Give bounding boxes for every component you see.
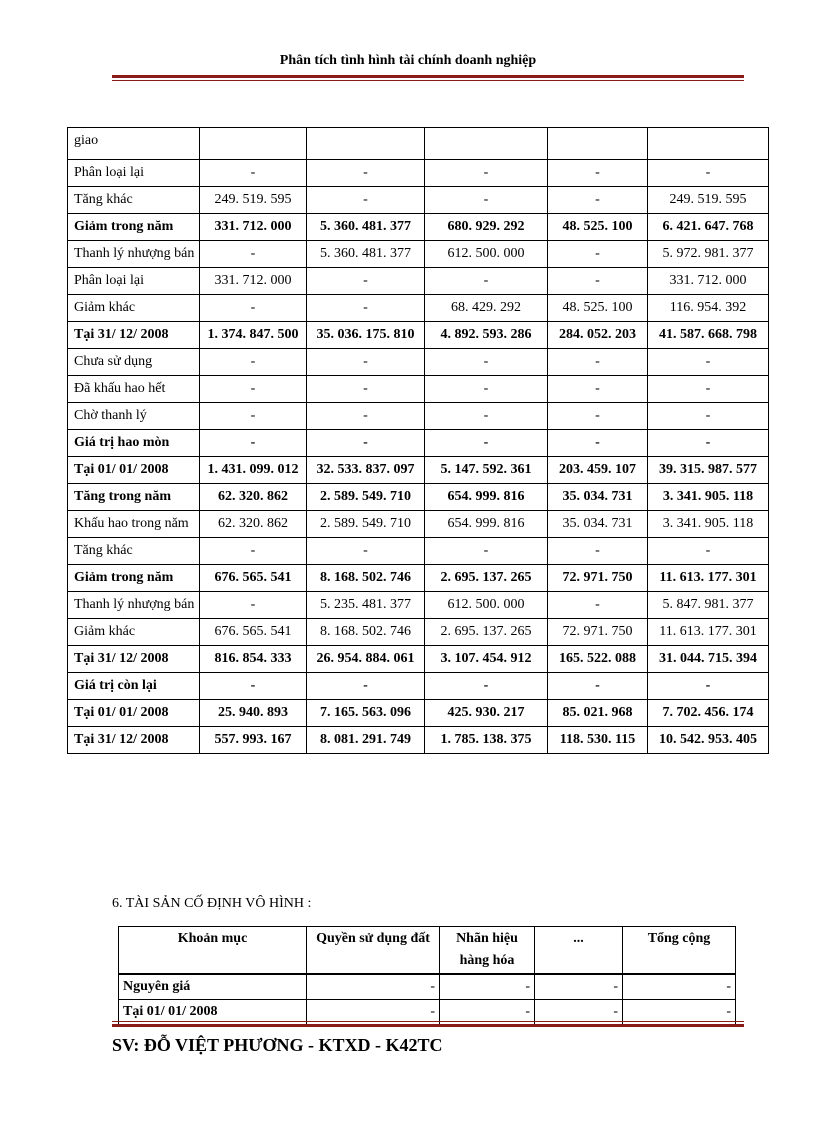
table-cell: - bbox=[535, 1000, 623, 1025]
table-cell: - bbox=[440, 974, 535, 1000]
row-label: Chưa sử dụng bbox=[68, 349, 200, 376]
table-cell: - bbox=[548, 403, 648, 430]
table-cell: 331. 712. 000 bbox=[648, 268, 769, 295]
table-cell: - bbox=[548, 538, 648, 565]
row-label: Tại 31/ 12/ 2008 bbox=[68, 727, 200, 754]
row-label: Nguyên giá bbox=[119, 974, 307, 1000]
table-cell: - bbox=[548, 430, 648, 457]
fixed-assets-table-body bbox=[68, 128, 769, 754]
row-label: Tại 01/ 01/ 2008 bbox=[68, 700, 200, 727]
table-cell: 1. 431. 099. 012 bbox=[200, 457, 307, 484]
table-cell: 676. 565. 541 bbox=[200, 565, 307, 592]
table-cell: 2. 695. 137. 265 bbox=[425, 619, 548, 646]
table-cell: - bbox=[548, 349, 648, 376]
table-cell: - bbox=[648, 673, 769, 700]
table-cell: 7. 702. 456. 174 bbox=[648, 700, 769, 727]
table-cell: - bbox=[200, 349, 307, 376]
row-label: Tăng khác bbox=[68, 187, 200, 214]
table-cell: 1. 374. 847. 500 bbox=[200, 322, 307, 349]
table-cell: - bbox=[200, 403, 307, 430]
table-cell: - bbox=[648, 538, 769, 565]
intangible-assets-table bbox=[118, 926, 736, 1025]
table-cell: 62. 320. 862 bbox=[200, 511, 307, 538]
table-row bbox=[68, 128, 769, 160]
row-label: Tăng khác bbox=[68, 538, 200, 565]
table-cell: - bbox=[307, 376, 425, 403]
row-label: Khấu hao trong năm bbox=[68, 511, 200, 538]
table-row bbox=[68, 187, 769, 214]
table-row bbox=[68, 673, 769, 700]
table-cell: - bbox=[648, 403, 769, 430]
table-cell: 1. 785. 138. 375 bbox=[425, 727, 548, 754]
table-row bbox=[68, 484, 769, 511]
table-cell: 331. 712. 000 bbox=[200, 214, 307, 241]
table-cell: - bbox=[623, 1000, 736, 1025]
row-label: giao bbox=[68, 128, 200, 160]
table-cell: - bbox=[425, 187, 548, 214]
table-row bbox=[68, 295, 769, 322]
table-cell bbox=[648, 128, 769, 160]
table-cell: 6. 421. 647. 768 bbox=[648, 214, 769, 241]
table-cell: - bbox=[648, 376, 769, 403]
table-cell: 5. 972. 981. 377 bbox=[648, 241, 769, 268]
table-cell: 676. 565. 541 bbox=[200, 619, 307, 646]
row-label: Phân loại lại bbox=[68, 268, 200, 295]
table-cell: - bbox=[535, 974, 623, 1000]
table-cell: 11. 613. 177. 301 bbox=[648, 619, 769, 646]
row-label: Giảm khác bbox=[68, 619, 200, 646]
table-row bbox=[68, 700, 769, 727]
row-label: Chờ thanh lý bbox=[68, 403, 200, 430]
table-cell: 3. 341. 905. 118 bbox=[648, 511, 769, 538]
table-cell: - bbox=[425, 538, 548, 565]
table-cell: - bbox=[440, 1000, 535, 1025]
table-cell: 35. 034. 731 bbox=[548, 484, 648, 511]
table-row bbox=[68, 376, 769, 403]
table-cell: 612. 500. 000 bbox=[425, 241, 548, 268]
table-cell: - bbox=[200, 592, 307, 619]
table-row bbox=[68, 511, 769, 538]
table-cell: 654. 999. 816 bbox=[425, 511, 548, 538]
table-cell: 331. 712. 000 bbox=[200, 268, 307, 295]
table-cell: - bbox=[307, 349, 425, 376]
table-cell: 10. 542. 953. 405 bbox=[648, 727, 769, 754]
table-cell: - bbox=[648, 349, 769, 376]
row-label: Giảm khác bbox=[68, 295, 200, 322]
table-row bbox=[68, 160, 769, 187]
table-cell: - bbox=[307, 403, 425, 430]
header-rule-thin bbox=[112, 80, 744, 81]
table-cell: 5. 360. 481. 377 bbox=[307, 214, 425, 241]
table-cell: - bbox=[548, 241, 648, 268]
table-cell: 25. 940. 893 bbox=[200, 700, 307, 727]
table-cell: - bbox=[200, 295, 307, 322]
table-cell: 41. 587. 668. 798 bbox=[648, 322, 769, 349]
table-cell: 48. 525. 100 bbox=[548, 214, 648, 241]
table-cell: - bbox=[548, 268, 648, 295]
table-cell: 68. 429. 292 bbox=[425, 295, 548, 322]
table-cell: - bbox=[425, 160, 548, 187]
table-cell: - bbox=[307, 187, 425, 214]
table-cell: - bbox=[425, 376, 548, 403]
table-cell: 203. 459. 107 bbox=[548, 457, 648, 484]
table-cell: 62. 320. 862 bbox=[200, 484, 307, 511]
table-cell: - bbox=[548, 376, 648, 403]
col-header-item: Khoản mục bbox=[119, 927, 307, 975]
table-cell: 35. 034. 731 bbox=[548, 511, 648, 538]
col-header-land-use-right: Quyền sử dụng đất bbox=[307, 927, 440, 975]
table-cell: - bbox=[200, 241, 307, 268]
table-cell: - bbox=[648, 430, 769, 457]
table-row bbox=[68, 457, 769, 484]
row-label: Tại 31/ 12/ 2008 bbox=[68, 646, 200, 673]
fixed-assets-table bbox=[67, 127, 769, 754]
table-cell: 612. 500. 000 bbox=[425, 592, 548, 619]
table-cell: 11. 613. 177. 301 bbox=[648, 565, 769, 592]
table-cell: 680. 929. 292 bbox=[425, 214, 548, 241]
table-cell bbox=[425, 128, 548, 160]
table-row bbox=[68, 322, 769, 349]
table-cell: 654. 999. 816 bbox=[425, 484, 548, 511]
table-cell: 249. 519. 595 bbox=[648, 187, 769, 214]
row-label: Thanh lý nhượng bán bbox=[68, 592, 200, 619]
table-row bbox=[68, 430, 769, 457]
table-cell: - bbox=[200, 160, 307, 187]
footer-rule-thin bbox=[112, 1021, 744, 1022]
table-cell: 72. 971. 750 bbox=[548, 619, 648, 646]
footer-rule-thick bbox=[112, 1024, 744, 1027]
table-cell: - bbox=[425, 430, 548, 457]
table-cell: 5. 847. 981. 377 bbox=[648, 592, 769, 619]
table-row bbox=[68, 403, 769, 430]
table-row bbox=[68, 241, 769, 268]
table-cell: 4. 892. 593. 286 bbox=[425, 322, 548, 349]
table-row bbox=[68, 592, 769, 619]
table-cell: 2. 695. 137. 265 bbox=[425, 565, 548, 592]
table-cell: 118. 530. 115 bbox=[548, 727, 648, 754]
table-cell bbox=[307, 128, 425, 160]
table-cell: - bbox=[307, 1000, 440, 1025]
row-label: Tại 31/ 12/ 2008 bbox=[68, 322, 200, 349]
table-cell: - bbox=[307, 268, 425, 295]
table-row bbox=[68, 565, 769, 592]
table-cell: - bbox=[307, 974, 440, 1000]
table-cell: - bbox=[548, 592, 648, 619]
table-cell: - bbox=[200, 673, 307, 700]
table-cell bbox=[200, 128, 307, 160]
table-cell: - bbox=[425, 268, 548, 295]
table-cell: - bbox=[623, 974, 736, 1000]
intangible-header-row bbox=[119, 927, 736, 975]
table-cell: 284. 052. 203 bbox=[548, 322, 648, 349]
table-cell: 72. 971. 750 bbox=[548, 565, 648, 592]
col-header-trademark: Nhãn hiệu hàng hóa bbox=[440, 927, 535, 975]
table-cell: 32. 533. 837. 097 bbox=[307, 457, 425, 484]
table-cell: 31. 044. 715. 394 bbox=[648, 646, 769, 673]
table-cell: 3. 107. 454. 912 bbox=[425, 646, 548, 673]
table-cell: 5. 147. 592. 361 bbox=[425, 457, 548, 484]
table-cell: - bbox=[200, 430, 307, 457]
table-cell: - bbox=[307, 160, 425, 187]
table-cell: 3. 341. 905. 118 bbox=[648, 484, 769, 511]
table-cell: 85. 021. 968 bbox=[548, 700, 648, 727]
row-label: Giảm trong năm bbox=[68, 565, 200, 592]
table-cell: 116. 954. 392 bbox=[648, 295, 769, 322]
table-cell: 8. 081. 291. 749 bbox=[307, 727, 425, 754]
table-row bbox=[68, 349, 769, 376]
header-rule-thick bbox=[112, 75, 744, 78]
table-row bbox=[68, 538, 769, 565]
table-cell: - bbox=[200, 376, 307, 403]
table-cell: 816. 854. 333 bbox=[200, 646, 307, 673]
table-cell: - bbox=[425, 403, 548, 430]
table-row bbox=[119, 974, 736, 1000]
table-cell: - bbox=[548, 187, 648, 214]
table-cell: - bbox=[307, 538, 425, 565]
table-cell: - bbox=[307, 430, 425, 457]
col-header-total: Tổng cộng bbox=[623, 927, 736, 975]
table-row bbox=[68, 214, 769, 241]
row-label: Tại 01/ 01/ 2008 bbox=[119, 1000, 307, 1025]
table-cell: 5. 360. 481. 377 bbox=[307, 241, 425, 268]
row-label: Thanh lý nhượng bán bbox=[68, 241, 200, 268]
row-label: Giảm trong năm bbox=[68, 214, 200, 241]
table-cell: - bbox=[648, 160, 769, 187]
table-cell: - bbox=[307, 295, 425, 322]
table-cell: 2. 589. 549. 710 bbox=[307, 511, 425, 538]
table-row bbox=[68, 646, 769, 673]
table-row bbox=[68, 619, 769, 646]
table-cell: - bbox=[200, 538, 307, 565]
table-cell: 39. 315. 987. 577 bbox=[648, 457, 769, 484]
student-footer: SV: ĐỖ VIỆT PHƯƠNG - KTXD - K42TC bbox=[112, 1035, 443, 1055]
table-cell: 7. 165. 563. 096 bbox=[307, 700, 425, 727]
table-cell: 165. 522. 088 bbox=[548, 646, 648, 673]
table-cell bbox=[548, 128, 648, 160]
table-cell: 249. 519. 595 bbox=[200, 187, 307, 214]
table-cell: 8. 168. 502. 746 bbox=[307, 619, 425, 646]
page-header-title: Phân tích tình hình tài chính doanh nghiệp bbox=[279, 53, 537, 68]
table-cell: 8. 168. 502. 746 bbox=[307, 565, 425, 592]
table-cell: 2. 589. 549. 710 bbox=[307, 484, 425, 511]
table-cell: - bbox=[548, 160, 648, 187]
col-header-other: ... bbox=[535, 927, 623, 975]
table-cell: 5. 235. 481. 377 bbox=[307, 592, 425, 619]
row-label: Đã khấu hao hết bbox=[68, 376, 200, 403]
table-cell: - bbox=[425, 673, 548, 700]
table-row bbox=[68, 268, 769, 295]
row-label: Phân loại lại bbox=[68, 160, 200, 187]
table-row bbox=[68, 727, 769, 754]
row-label: Giá trị còn lại bbox=[68, 673, 200, 700]
table-cell: - bbox=[425, 349, 548, 376]
row-label: Tăng trong năm bbox=[68, 484, 200, 511]
table-cell: - bbox=[548, 673, 648, 700]
table-cell: 557. 993. 167 bbox=[200, 727, 307, 754]
table-cell: - bbox=[307, 673, 425, 700]
row-label: Tại 01/ 01/ 2008 bbox=[68, 457, 200, 484]
table-cell: 35. 036. 175. 810 bbox=[307, 322, 425, 349]
section-title: 6. TÀI SẢN CỐ ĐỊNH VÔ HÌNH : bbox=[112, 896, 312, 911]
row-label: Giá trị hao mòn bbox=[68, 430, 200, 457]
table-cell: 425. 930. 217 bbox=[425, 700, 548, 727]
table-cell: 48. 525. 100 bbox=[548, 295, 648, 322]
table-cell: 26. 954. 884. 061 bbox=[307, 646, 425, 673]
